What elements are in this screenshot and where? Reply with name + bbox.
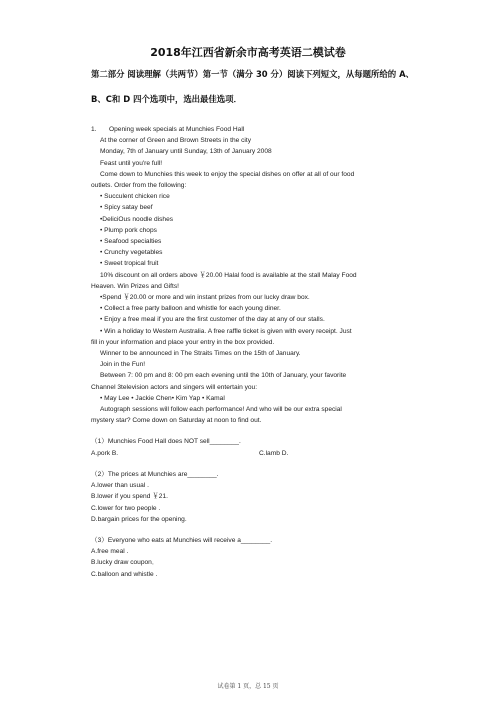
menu-item: • Spicy satay beef [100,204,153,212]
question-stem: （2）The prices at Munchies are________. [91,470,219,478]
passage-line: Feast until you're full! [100,159,163,167]
menu-item: • Plump pork chops [100,226,157,234]
prize-item: •Spend ￥20.00 or more and win instant prizes from our lucky draw box. [100,294,310,302]
instruction-line-2: B、C和 D 四个选项中，选出最佳选项． [91,94,242,104]
menu-item: • Seafood specialties [100,238,162,246]
prize-item: • Enjoy a free meal if you are the first customer of the day at any of our stalls. [100,316,325,324]
question-stem: （3）Everyone who eats at Munchies will receive a________. [91,536,273,544]
option: A.lower than usual . [91,482,149,490]
option-c-d: C.lamb D. [259,449,289,457]
prize-item: • Win a holiday to Western Australia. A free raffle ticket is given with every receipt. Just [100,327,352,335]
passage-line: Heaven. Win Prizes and Gifts! [91,282,179,290]
passage-line: Autograph sessions will follow each performance! And who will be our extra special [100,406,342,414]
page-footer: 试卷第 1 页，总 15 页 [217,683,279,690]
passage-line: 10% discount on all orders above ￥20.00 Halal food is available at the stall Malay Food [100,271,357,279]
page-title: 2018年江西省新余市高考英语二模试卷 [150,46,346,59]
option: B.lucky draw coupon． [91,559,159,567]
instruction-line-1: 第二部分 阅读理解（共两节）第一节（满分 30 分）阅读下列短文，从每题所给的 A、 [91,69,414,79]
menu-item: •DeliciOus noodle dishes [100,215,174,223]
passage-line: Come down to Munchies this week to enjoy the special dishes on offer at all of our food [100,170,355,178]
menu-item: • Succulent chicken rice [100,193,170,201]
option: C.balloon and whistle . [91,570,158,578]
performer-list: • May Lee • Jackie Chen• Kim Yap • Kamal [100,394,225,402]
question-stem: （1）Munchies Food Hall does NOT sell________. [91,438,241,446]
passage-body [91,124,431,580]
menu-item: • Crunchy vegetables [100,249,163,257]
passage-line: Between 7: 00 pm and 8: 00 pm each evening until the 10th of January, your favorite [100,372,347,380]
passage-line: fill in your information and place your entry in the box provided. [91,338,275,346]
option: C.lower for two people . [91,504,161,512]
option: D.bargain prices for the opening. [91,515,187,523]
menu-item: • Sweet tropical fruit [100,260,159,268]
passage-line: Channel 3television actors and singers will entertain you: [91,383,258,391]
passage-line: At the corner of Green and Brown Streets in the city [100,137,251,145]
question-number: 1. [91,126,97,133]
passage-heading: 1. Opening week specials at Munchies Food Hall [91,124,431,135]
passage-line: Join in the Fun! [100,361,146,369]
option: B.lower if you spend ￥21. [91,493,168,501]
option-row [91,448,431,459]
passage-line: outlets. Order from the following: [91,182,187,190]
option-a-b: A.pork B. [91,449,119,457]
prize-item: • Collect a free party balloon and whistle for each young diner. [100,305,281,313]
passage-line: Winner to be announced in The Straits Times on the 15th of January. [100,350,301,358]
passage-line: mystery star? Come down on Saturday at noon to find out. [91,417,262,425]
passage-line: Monday, 7th of January until Sunday, 13th of January 2008 [100,148,272,156]
option: A.free meal . [91,548,129,556]
